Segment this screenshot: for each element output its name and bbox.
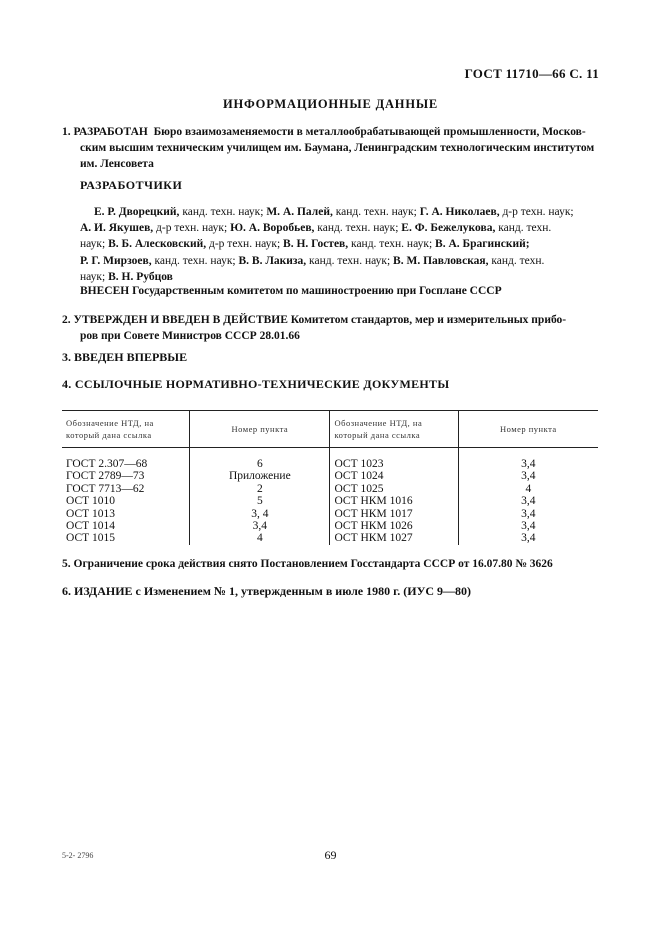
table-cell: ОСТ НКМ 1026 [330, 520, 458, 532]
section-approved-line1: 2. УТВЕРЖДЕН И ВВЕДЕН В ДЕЙСТВИЕ Комитетом стандартов, мер и измерительных прибо- [62, 314, 567, 326]
table-cell: ОСТ 1014 [62, 520, 190, 532]
table-row [62, 483, 598, 495]
table-cell: ОСТ 1023 [330, 448, 458, 471]
section-first-introduced: 3. ВВЕДЕН ВПЕРВЫЕ [62, 350, 188, 364]
developers-line: А. И. Якушев, д-р техн. наук; Ю. А. Воробьев, канд. техн. наук; Е. Ф. Бежелукова, канд. техн. [80, 222, 552, 235]
table-cell: 3,4 [521, 520, 536, 533]
page-number: 69 [324, 848, 337, 862]
section-developed [62, 124, 599, 172]
references-table [62, 410, 598, 545]
table-row [62, 520, 598, 532]
table-cell: ОСТ 1025 [330, 483, 458, 495]
table-cell: ОСТ 1010 [62, 495, 190, 507]
table-cell: ГОСТ 2.307—68 [62, 448, 190, 471]
column-header-item: Номер пункта [458, 411, 598, 448]
table-cell: ОСТ НКМ 1016 [330, 495, 458, 507]
table-cell: 3,4 [521, 458, 536, 470]
table-cell: 3,4 [521, 532, 536, 545]
section-developed-line1: 1. РАЗРАБОТАН Бюро взаимозаменяемости в металлообрабатывающей промышленности, Москов- [62, 126, 586, 138]
page-title: ИНФОРМАЦИОННЫЕ ДАННЫЕ [222, 97, 439, 111]
table-cell: 4 [190, 532, 330, 544]
table-cell: ГОСТ 7713—62 [62, 483, 190, 495]
table-cell: 3, 4 [190, 508, 330, 520]
table-cell: ОСТ 1024 [330, 470, 458, 482]
table-cell: 3,4 [521, 507, 536, 520]
table-cell: 4 [525, 482, 532, 495]
section-developed-line2: ским высшим техническим училищем им. Баумана, Ленинградским технологическим институтом [80, 142, 595, 154]
table-row [62, 508, 598, 520]
introduced-by: ВНЕСЕН Государственным комитетом по машиностроению при Госплане СССР [80, 285, 502, 297]
table-row [62, 470, 598, 482]
developers-line: Е. Р. Дворецкий, канд. техн. наук; М. А. Палей, канд. техн. наук; Г. А. Николаев, д-р техн. наук; [94, 206, 574, 218]
document-header: ГОСТ 11710—66 С. 11 [464, 66, 599, 81]
table-row [62, 532, 598, 544]
table-cell: 5 [190, 495, 330, 507]
developers-line: наук; В. Б. Алесковский, д-р техн. наук; В. Н. Гостев, канд. техн. наук; В. А. Брагинский; [80, 238, 530, 251]
column-header-document: Обозначение НТД, на который дана ссылка [62, 411, 190, 448]
section-developed-line3: им. Ленсовета [80, 158, 154, 170]
table-header-row [62, 411, 598, 448]
table-row [62, 495, 598, 507]
developers-heading: РАЗРАБОТЧИКИ [80, 178, 183, 192]
section-edition: 6. ИЗДАНИЕ с Изменением № 1, утвержденным в июле 1980 г. (ИУС 9—80) [62, 584, 472, 598]
table-cell: Приложение [190, 470, 330, 482]
developers-line: наук; В. Н. Рубцов [80, 270, 173, 283]
table-cell: ОСТ 1013 [62, 508, 190, 520]
section-approved [62, 312, 599, 344]
developers-line: Р. Г. Мирзоев, канд. техн. наук; В. В. Лакиза, канд. техн. наук; В. М. Павловская, канд. техн. [80, 254, 545, 267]
table-cell: 6 [190, 448, 330, 471]
table-cell: ОСТ НКМ 1027 [330, 532, 458, 544]
column-header-item: Номер пункта [190, 411, 330, 448]
table-cell: ОСТ НКМ 1017 [330, 508, 458, 520]
table-cell: 3,4 [521, 495, 536, 508]
section-approved-line2: ров при Совете Министров СССР 28.01.66 [80, 330, 300, 342]
table-cell: 2 [190, 483, 330, 495]
column-header-document: Обозначение НТД, на который дана ссылка [330, 411, 458, 448]
section-validity-limit: 5. Ограничение срока действия снято Постановлением Госстандарта СССР от 16.07.80 № 3626 [62, 558, 553, 570]
table-row [62, 448, 598, 471]
table-cell: 3,4 [521, 470, 536, 483]
table-cell: ГОСТ 2789—73 [62, 470, 190, 482]
table-cell: ОСТ 1015 [62, 532, 190, 544]
print-code: 5-2- 2796 [62, 851, 94, 860]
table-cell: 3,4 [190, 520, 330, 532]
developers-list [80, 204, 598, 285]
section-references-heading: 4. ССЫЛОЧНЫЕ НОРМАТИВНО-ТЕХНИЧЕСКИЕ ДОКУМЕНТЫ [62, 377, 450, 391]
